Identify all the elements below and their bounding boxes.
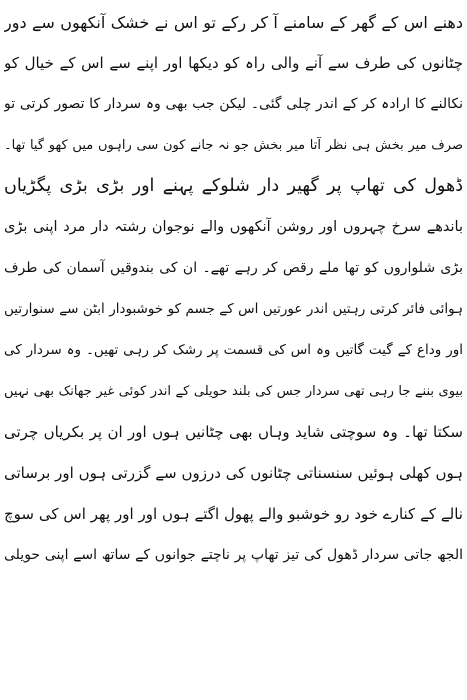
text-line: صرف میر بخش ہی نظر آتا میر بخش جو نہ جانے کون سی راہوں میں کھو گیا تھا۔	[4, 138, 463, 153]
text-line: ڈھول کی تھاپ پر گھیر دار شلوکے پہنے اور بڑی بڑی پگڑیاں	[4, 176, 463, 196]
text-line: نکالنے کا ارادہ کر کے اندر چلی گئی۔ لیکن جب بھی وہ سردار کا تصور کرتی تو	[4, 96, 463, 112]
text-line: باندھے سرخ چہروں اور روشن آنکھوں والے نوجوان رشتہ دار مرد اپنی بڑی	[4, 219, 463, 235]
text-line: نالے کے کنارے خود رو خوشبو والے پھول اگتے ہوں اور اور پھر اس کی سوچ	[4, 505, 463, 523]
text-line: چٹانوں کی طرف سے آنے والی راہ کو دیکھا اور اپنے سے اس کے خیال کو	[4, 54, 463, 72]
text-line: ہوں کھلی ہوئیں سنسناتی چٹانوں کی درزوں سے گزرتی ہوں اور برساتی	[4, 464, 463, 482]
text-line: ہوائی فائر کرتی رہتیں اندر عورتیں اس کے جسم کو خوشبودار ابٹن سے سنوارتیں	[4, 301, 463, 317]
text-line: الجھ جاتی سردار ڈھول کی تیز تھاپ پر ناچتے جوانوں کے ساتھ اسے اپنی حویلی	[4, 547, 463, 563]
text-line: سکتا تھا۔ وہ سوچتی شاید وہاں بھی چٹانیں ہوں اور ان پر بکریاں چرتی	[4, 423, 463, 441]
text-line: اور وداع کے گیت گاتیں وہ اس کی قسمت پر رشک کر رہی تھیں۔ وہ سردار کی	[4, 342, 463, 358]
urdu-text-block	[4, 2, 463, 576]
paragraph-1	[4, 2, 463, 166]
paragraph-2	[4, 166, 463, 576]
text-line: بڑی شلواروں کو تھا ملے رقص کر رہے تھے۔ ان کی بندوقیں آسمان کی طرف	[4, 260, 463, 276]
text-line: دھنے اس کے گھر کے سامنے آ کر رکے تو اس نے خشک آنکھوں سے دور	[4, 13, 463, 32]
text-line: بیوی بننے جا رہی تھی سردار جس کی بلند حویلی کے اندر کوئی غیر جھانک بھی نہیں	[4, 384, 463, 399]
